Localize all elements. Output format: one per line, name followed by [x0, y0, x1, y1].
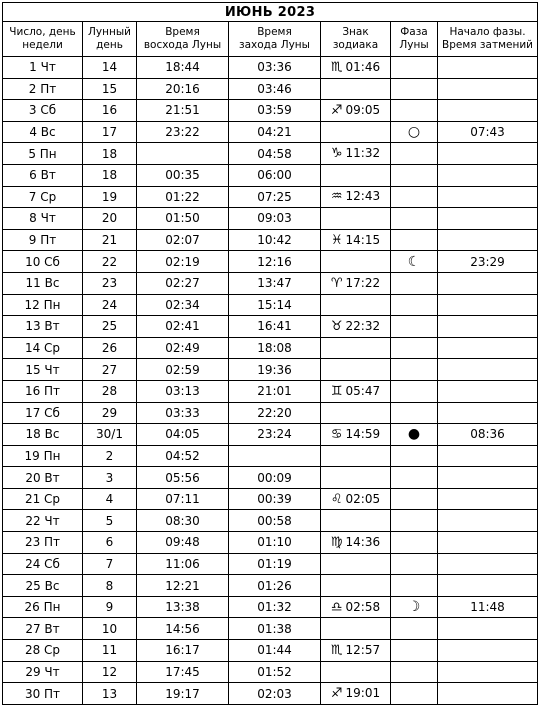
table-row	[3, 553, 538, 575]
zodiac-icon: ♒	[330, 189, 343, 205]
cell-moonset: 01:52	[229, 661, 321, 683]
header-moonset-line: захода Луны	[239, 39, 310, 51]
cell-phase	[391, 337, 438, 359]
table-row	[3, 100, 538, 122]
cell-zodiac	[321, 467, 391, 489]
table-row	[3, 510, 538, 532]
cell-phase	[391, 445, 438, 467]
cell-phase	[391, 661, 438, 683]
cell-phase-start	[438, 532, 538, 554]
table-row	[3, 359, 538, 381]
cell-phase-start	[438, 186, 538, 208]
cell-phase	[391, 618, 438, 640]
cell-date: 22 Чт	[3, 510, 83, 532]
cell-date: 19 Пн	[3, 445, 83, 467]
last-quarter-icon: ☾	[407, 253, 421, 270]
calendar-body	[3, 57, 538, 705]
cell-lunar-day: 14	[83, 57, 137, 79]
cell-date: 26 Пн	[3, 596, 83, 618]
cell-moonrise: 13:38	[137, 596, 229, 618]
cell-moonset: 19:36	[229, 359, 321, 381]
table-row	[3, 337, 538, 359]
zodiac-time: 22:32	[345, 318, 381, 333]
cell-moonset: 02:03	[229, 683, 321, 705]
cell-phase	[391, 467, 438, 489]
cell-moonset: 18:08	[229, 337, 321, 359]
zodiac-time: 02:05	[345, 491, 381, 506]
table-title: ИЮНЬ 2023	[3, 3, 538, 22]
cell-lunar-day: 12	[83, 661, 137, 683]
cell-lunar-day: 18	[83, 164, 137, 186]
cell-zodiac	[321, 316, 391, 338]
first-quarter-icon: ☽	[407, 599, 421, 616]
cell-phase	[391, 575, 438, 597]
cell-lunar-day: 23	[83, 272, 137, 294]
cell-phase-start	[438, 272, 538, 294]
cell-lunar-day: 8	[83, 575, 137, 597]
cell-phase-start	[438, 143, 538, 165]
cell-phase	[391, 121, 438, 143]
zodiac-time: 14:15	[345, 232, 381, 247]
cell-date: 20 Вт	[3, 467, 83, 489]
cell-date: 30 Пт	[3, 683, 83, 705]
cell-zodiac	[321, 186, 391, 208]
cell-phase	[391, 100, 438, 122]
header-moonrise	[137, 22, 229, 57]
cell-phase-start: 08:36	[438, 424, 538, 446]
cell-zodiac	[321, 251, 391, 273]
cell-phase	[391, 424, 438, 446]
cell-date: 9 Пт	[3, 229, 83, 251]
zodiac-time: 09:05	[345, 102, 381, 117]
cell-moonrise: 02:07	[137, 229, 229, 251]
table-row	[3, 424, 538, 446]
zodiac-time: 12:57	[345, 642, 381, 657]
cell-moonset: 13:47	[229, 272, 321, 294]
table-row	[3, 661, 538, 683]
cell-moonrise: 01:50	[137, 208, 229, 230]
cell-moonset: 01:44	[229, 640, 321, 662]
table-row	[3, 143, 538, 165]
zodiac-time: 17:22	[345, 275, 381, 290]
cell-lunar-day: 5	[83, 510, 137, 532]
zodiac-icon: ♈	[330, 275, 343, 291]
header-zodiac-line: зодиака	[332, 39, 379, 51]
cell-moonrise: 05:56	[137, 467, 229, 489]
cell-zodiac	[321, 553, 391, 575]
table-row	[3, 445, 538, 467]
cell-moonset: 06:00	[229, 164, 321, 186]
cell-phase	[391, 402, 438, 424]
cell-date: 6 Вт	[3, 164, 83, 186]
cell-zodiac	[321, 424, 391, 446]
cell-moonset: 09:03	[229, 208, 321, 230]
header-date	[3, 22, 83, 57]
cell-moonrise	[137, 143, 229, 165]
full-moon-icon: ○	[407, 124, 421, 141]
cell-zodiac	[321, 164, 391, 186]
header-moonset	[229, 22, 321, 57]
cell-moonrise: 12:21	[137, 575, 229, 597]
cell-phase-start	[438, 640, 538, 662]
cell-lunar-day: 4	[83, 488, 137, 510]
cell-date: 4 Вс	[3, 121, 83, 143]
new-moon-icon: ●	[407, 426, 421, 443]
header-lunar-day	[83, 22, 137, 57]
cell-moonrise: 07:11	[137, 488, 229, 510]
cell-date: 16 Пт	[3, 380, 83, 402]
cell-lunar-day: 24	[83, 294, 137, 316]
cell-date: 15 Чт	[3, 359, 83, 381]
cell-phase-start	[438, 57, 538, 79]
cell-phase-start	[438, 100, 538, 122]
cell-moonset: 04:58	[229, 143, 321, 165]
header-date-line: Число, день	[9, 26, 76, 38]
cell-moonset: 00:09	[229, 467, 321, 489]
cell-moonrise: 17:45	[137, 661, 229, 683]
cell-moonrise: 09:48	[137, 532, 229, 554]
header-phase-start-line: Время затмений	[442, 39, 533, 51]
cell-lunar-day: 29	[83, 402, 137, 424]
cell-phase-start	[438, 510, 538, 532]
cell-lunar-day: 19	[83, 186, 137, 208]
table-row	[3, 251, 538, 273]
table-row	[3, 380, 538, 402]
table-row	[3, 229, 538, 251]
zodiac-icon: ♐	[330, 686, 343, 702]
zodiac-time: 12:43	[345, 189, 381, 204]
cell-date: 2 Пт	[3, 78, 83, 100]
cell-lunar-day: 13	[83, 683, 137, 705]
cell-lunar-day: 9	[83, 596, 137, 618]
cell-lunar-day: 30/1	[83, 424, 137, 446]
cell-moonrise: 16:17	[137, 640, 229, 662]
table-row	[3, 186, 538, 208]
cell-date: 10 Сб	[3, 251, 83, 273]
table-row	[3, 402, 538, 424]
cell-moonset: 16:41	[229, 316, 321, 338]
cell-zodiac	[321, 337, 391, 359]
cell-phase	[391, 272, 438, 294]
zodiac-time: 01:46	[345, 59, 381, 74]
cell-moonset: 03:59	[229, 100, 321, 122]
cell-phase-start	[438, 618, 538, 640]
cell-lunar-day: 28	[83, 380, 137, 402]
cell-zodiac	[321, 229, 391, 251]
cell-zodiac	[321, 208, 391, 230]
header-phase-start	[438, 22, 538, 57]
header-zodiac-line: Знак	[342, 26, 369, 38]
cell-phase-start	[438, 488, 538, 510]
cell-date: 27 Вт	[3, 618, 83, 640]
table-row	[3, 57, 538, 79]
header-moonrise-line: Время	[165, 26, 200, 38]
cell-moonset: 00:39	[229, 488, 321, 510]
cell-phase-start	[438, 208, 538, 230]
zodiac-icon: ♑	[330, 146, 343, 162]
cell-phase-start: 11:48	[438, 596, 538, 618]
cell-lunar-day: 15	[83, 78, 137, 100]
header-phase	[391, 22, 438, 57]
table-row	[3, 294, 538, 316]
cell-lunar-day: 27	[83, 359, 137, 381]
cell-zodiac	[321, 100, 391, 122]
cell-phase	[391, 186, 438, 208]
cell-phase	[391, 510, 438, 532]
cell-moonrise: 04:52	[137, 445, 229, 467]
zodiac-icon: ♌	[330, 491, 343, 507]
cell-date: 13 Вт	[3, 316, 83, 338]
cell-moonset: 01:10	[229, 532, 321, 554]
cell-moonset: 01:32	[229, 596, 321, 618]
zodiac-icon: ♎	[330, 599, 343, 615]
table-row	[3, 618, 538, 640]
cell-zodiac	[321, 78, 391, 100]
cell-date: 14 Ср	[3, 337, 83, 359]
cell-phase-start	[438, 78, 538, 100]
cell-phase	[391, 380, 438, 402]
header-lunar-day-line: Лунный	[88, 26, 131, 38]
table-row	[3, 575, 538, 597]
cell-lunar-day: 22	[83, 251, 137, 273]
cell-zodiac	[321, 272, 391, 294]
cell-zodiac	[321, 510, 391, 532]
cell-date: 3 Сб	[3, 100, 83, 122]
cell-zodiac	[321, 618, 391, 640]
cell-moonrise: 11:06	[137, 553, 229, 575]
cell-moonrise: 01:22	[137, 186, 229, 208]
cell-moonrise: 18:44	[137, 57, 229, 79]
cell-moonrise: 20:16	[137, 78, 229, 100]
cell-phase-start	[438, 359, 538, 381]
cell-zodiac	[321, 640, 391, 662]
cell-phase	[391, 532, 438, 554]
header-lunar-day-line: день	[96, 39, 123, 51]
cell-phase	[391, 78, 438, 100]
cell-moonset: 01:26	[229, 575, 321, 597]
cell-lunar-day: 21	[83, 229, 137, 251]
zodiac-icon: ♉	[330, 318, 343, 334]
cell-moonset: 10:42	[229, 229, 321, 251]
cell-lunar-day: 25	[83, 316, 137, 338]
cell-moonrise: 19:17	[137, 683, 229, 705]
cell-moonset: 04:21	[229, 121, 321, 143]
cell-zodiac	[321, 402, 391, 424]
table-row	[3, 683, 538, 705]
cell-lunar-day: 20	[83, 208, 137, 230]
cell-moonrise: 02:27	[137, 272, 229, 294]
cell-phase	[391, 208, 438, 230]
cell-moonset: 23:24	[229, 424, 321, 446]
cell-lunar-day: 17	[83, 121, 137, 143]
cell-date: 5 Пн	[3, 143, 83, 165]
cell-phase-start	[438, 575, 538, 597]
zodiac-time: 11:32	[345, 146, 381, 161]
cell-moonrise: 00:35	[137, 164, 229, 186]
zodiac-time: 19:01	[345, 686, 381, 701]
cell-moonset: 15:14	[229, 294, 321, 316]
cell-date: 7 Ср	[3, 186, 83, 208]
cell-zodiac	[321, 294, 391, 316]
cell-phase-start	[438, 316, 538, 338]
cell-phase-start: 23:29	[438, 251, 538, 273]
cell-phase-start	[438, 661, 538, 683]
cell-date: 17 Сб	[3, 402, 83, 424]
cell-phase-start	[438, 229, 538, 251]
cell-phase	[391, 359, 438, 381]
table-row	[3, 532, 538, 554]
cell-date: 12 Пн	[3, 294, 83, 316]
zodiac-icon: ♏	[330, 642, 343, 658]
table-row	[3, 272, 538, 294]
lunar-calendar-table	[2, 2, 538, 705]
table-row	[3, 596, 538, 618]
zodiac-icon: ♏	[330, 59, 343, 75]
cell-phase	[391, 229, 438, 251]
cell-moonset: 21:01	[229, 380, 321, 402]
cell-phase-start	[438, 294, 538, 316]
cell-moonrise: 03:13	[137, 380, 229, 402]
cell-zodiac	[321, 575, 391, 597]
cell-moonrise: 14:56	[137, 618, 229, 640]
cell-phase-start	[438, 402, 538, 424]
cell-lunar-day: 3	[83, 467, 137, 489]
header-date-line: недели	[22, 39, 63, 51]
header-phase-start-line: Начало фазы.	[449, 26, 526, 38]
cell-zodiac	[321, 488, 391, 510]
cell-moonset: 01:19	[229, 553, 321, 575]
cell-phase	[391, 294, 438, 316]
zodiac-time: 14:59	[345, 426, 381, 441]
table-row	[3, 121, 538, 143]
zodiac-time: 02:58	[345, 599, 381, 614]
cell-moonset: 00:58	[229, 510, 321, 532]
table-row	[3, 208, 538, 230]
cell-lunar-day: 10	[83, 618, 137, 640]
header-phase-line: Луны	[399, 39, 429, 51]
cell-phase-start	[438, 164, 538, 186]
cell-moonrise: 08:30	[137, 510, 229, 532]
cell-moonrise: 21:51	[137, 100, 229, 122]
cell-moonset: 03:46	[229, 78, 321, 100]
cell-phase-start	[438, 445, 538, 467]
cell-phase	[391, 596, 438, 618]
cell-moonrise: 02:59	[137, 359, 229, 381]
cell-date: 8 Чт	[3, 208, 83, 230]
cell-phase	[391, 683, 438, 705]
header-phase-line: Фаза	[400, 26, 428, 38]
zodiac-icon: ♋	[330, 426, 343, 442]
cell-moonrise: 04:05	[137, 424, 229, 446]
cell-lunar-day: 7	[83, 553, 137, 575]
cell-moonrise: 03:33	[137, 402, 229, 424]
cell-date: 18 Вс	[3, 424, 83, 446]
table-row	[3, 488, 538, 510]
table-row	[3, 467, 538, 489]
cell-zodiac	[321, 532, 391, 554]
header-moonset-line: Время	[257, 26, 292, 38]
cell-phase	[391, 640, 438, 662]
cell-moonset: 22:20	[229, 402, 321, 424]
cell-phase-start	[438, 553, 538, 575]
cell-moonrise: 02:19	[137, 251, 229, 273]
cell-phase	[391, 316, 438, 338]
cell-phase-start	[438, 380, 538, 402]
zodiac-icon: ♐	[330, 102, 343, 118]
header-moonrise-line: восхода Луны	[143, 39, 222, 51]
cell-zodiac	[321, 380, 391, 402]
cell-phase	[391, 488, 438, 510]
cell-zodiac	[321, 445, 391, 467]
cell-zodiac	[321, 359, 391, 381]
cell-date: 23 Пт	[3, 532, 83, 554]
cell-zodiac	[321, 596, 391, 618]
zodiac-icon: ♓	[330, 232, 343, 248]
cell-moonrise: 02:34	[137, 294, 229, 316]
cell-phase-start	[438, 337, 538, 359]
cell-phase-start: 07:43	[438, 121, 538, 143]
cell-date: 28 Ср	[3, 640, 83, 662]
cell-phase	[391, 553, 438, 575]
cell-zodiac	[321, 121, 391, 143]
cell-date: 29 Чт	[3, 661, 83, 683]
zodiac-time: 05:47	[345, 383, 381, 398]
table-row	[3, 164, 538, 186]
zodiac-icon: ♊	[330, 383, 343, 399]
cell-lunar-day: 11	[83, 640, 137, 662]
cell-moonset: 12:16	[229, 251, 321, 273]
cell-phase-start	[438, 467, 538, 489]
cell-moonrise: 02:41	[137, 316, 229, 338]
cell-moonset: 01:38	[229, 618, 321, 640]
column-headers	[3, 22, 538, 57]
cell-date: 25 Вс	[3, 575, 83, 597]
cell-lunar-day: 2	[83, 445, 137, 467]
cell-date: 1 Чт	[3, 57, 83, 79]
cell-zodiac	[321, 57, 391, 79]
cell-moonrise: 02:49	[137, 337, 229, 359]
cell-lunar-day: 16	[83, 100, 137, 122]
cell-zodiac	[321, 661, 391, 683]
zodiac-icon: ♍	[330, 534, 343, 550]
cell-zodiac	[321, 143, 391, 165]
zodiac-time: 14:36	[345, 534, 381, 549]
cell-lunar-day: 26	[83, 337, 137, 359]
cell-moonset: 03:36	[229, 57, 321, 79]
cell-phase-start	[438, 683, 538, 705]
table-row	[3, 316, 538, 338]
cell-phase	[391, 57, 438, 79]
table-row	[3, 640, 538, 662]
cell-phase	[391, 143, 438, 165]
header-zodiac	[321, 22, 391, 57]
cell-date: 24 Сб	[3, 553, 83, 575]
cell-moonset: 07:25	[229, 186, 321, 208]
cell-moonrise: 23:22	[137, 121, 229, 143]
cell-lunar-day: 18	[83, 143, 137, 165]
cell-date: 11 Вс	[3, 272, 83, 294]
cell-moonset	[229, 445, 321, 467]
cell-phase	[391, 251, 438, 273]
cell-phase	[391, 164, 438, 186]
table-row	[3, 78, 538, 100]
cell-zodiac	[321, 683, 391, 705]
cell-lunar-day: 6	[83, 532, 137, 554]
cell-date: 21 Ср	[3, 488, 83, 510]
